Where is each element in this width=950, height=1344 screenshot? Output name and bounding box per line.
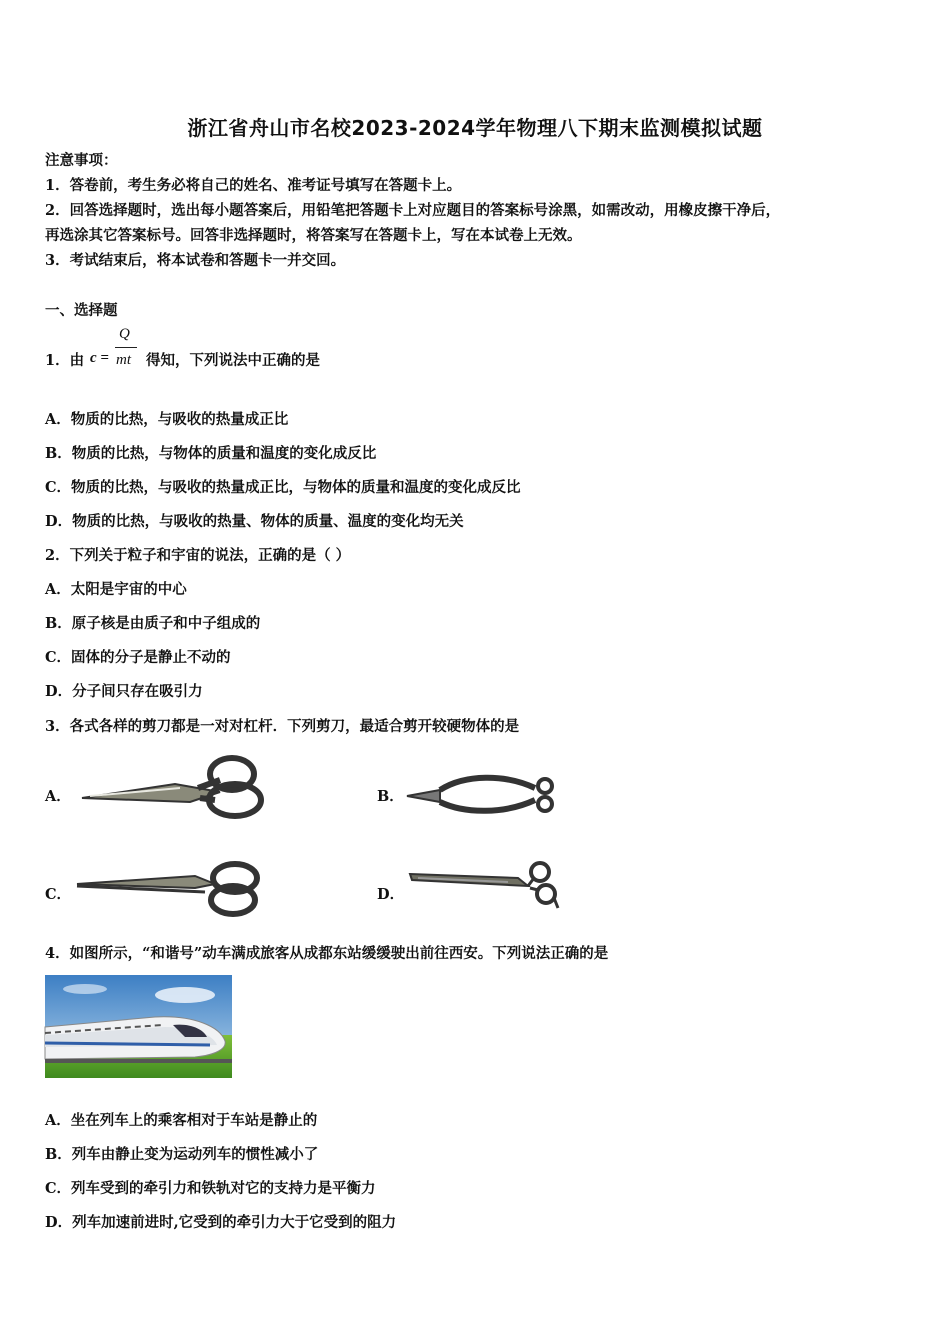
q4-option-c: C．列车受到的牵引力和铁轨对它的支持力是平衡力 (45, 1180, 376, 1197)
page-title: 浙江省舟山市名校2023-2024学年物理八下期末监测模拟试题 (187, 116, 763, 140)
fraction-bar (115, 347, 137, 348)
q2-stem: 2．下列关于粒子和宇宙的说法，正确的是（ ） (45, 547, 351, 564)
formula-lhs: c = (90, 350, 109, 366)
scissors-b-image (405, 770, 560, 820)
scissors-d-image (408, 858, 568, 913)
q3-stem: 3．各式各样的剪刀都是一对对杠杆．下列剪刀，最适合剪开较硬物体的是 (45, 718, 520, 735)
q3-label-d: D． (377, 886, 405, 903)
q3-label-a: A． (45, 788, 71, 805)
q1-option-b: B．物质的比热，与物体的质量和温度的变化成反比 (45, 445, 377, 462)
q1-option-c: C．物质的比热，与吸收的热量成正比，与物体的质量和温度的变化成反比 (45, 479, 521, 496)
q4-stem: 4．如图所示，“和谐号”动车满成旅客从成都东站缓缓驶出前往西安。下列说法正确的是 (45, 945, 609, 962)
note-item: 3．考试结束后，将本试卷和答题卡一并交回。 (45, 252, 346, 269)
note-item: 1．答卷前，考生务必将自己的姓名、准考证号填写在答题卡上。 (45, 177, 462, 194)
q3-label-b: B． (377, 788, 404, 805)
q2-option-c: C．固体的分子是静止不动的 (45, 649, 231, 666)
note-item: 再选涂其它答案标号。回答非选择题时，将答案写在答题卡上，写在本试卷上无效。 (45, 227, 582, 244)
q2-option-d: D．分子间只存在吸引力 (45, 683, 203, 700)
q2-option-b: B．原子核是由质子和中子组成的 (45, 615, 261, 632)
section-heading: 一、选择题 (45, 302, 118, 319)
q4-option-d: D．列车加速前进时,它受到的牵引力大于它受到的阻力 (45, 1214, 397, 1231)
q4-option-b: B．列车由静止变为运动列车的惯性减小了 (45, 1146, 319, 1163)
q1-option-a: A．物质的比热，与吸收的热量成正比 (45, 411, 289, 428)
q3-label-c: C． (45, 886, 72, 903)
formula-denominator: mt (116, 352, 131, 368)
q1-option-d: D．物质的比热，与吸收的热量、物体的质量、温度的变化均无关 (45, 513, 464, 530)
q4-option-a: A．坐在列车上的乘客相对于车站是静止的 (45, 1112, 318, 1129)
notes-heading: 注意事项： (45, 152, 118, 169)
q2-option-a: A．太阳是宇宙的中心 (45, 581, 187, 598)
note-item: 2．回答选择题时，选出每小题答案后，用铅笔把答题卡上对应题目的答案标号涂黑，如需改动，用橡皮擦干净后， (45, 202, 781, 219)
q1-prefix: 1．由 (45, 352, 85, 369)
scissors-a-image (80, 752, 265, 822)
scissors-c-image (75, 858, 265, 918)
q1-suffix: 得知，下列说法中正确的是 (146, 352, 320, 369)
formula-numerator: Q (119, 326, 130, 342)
train-photo (45, 975, 232, 1078)
